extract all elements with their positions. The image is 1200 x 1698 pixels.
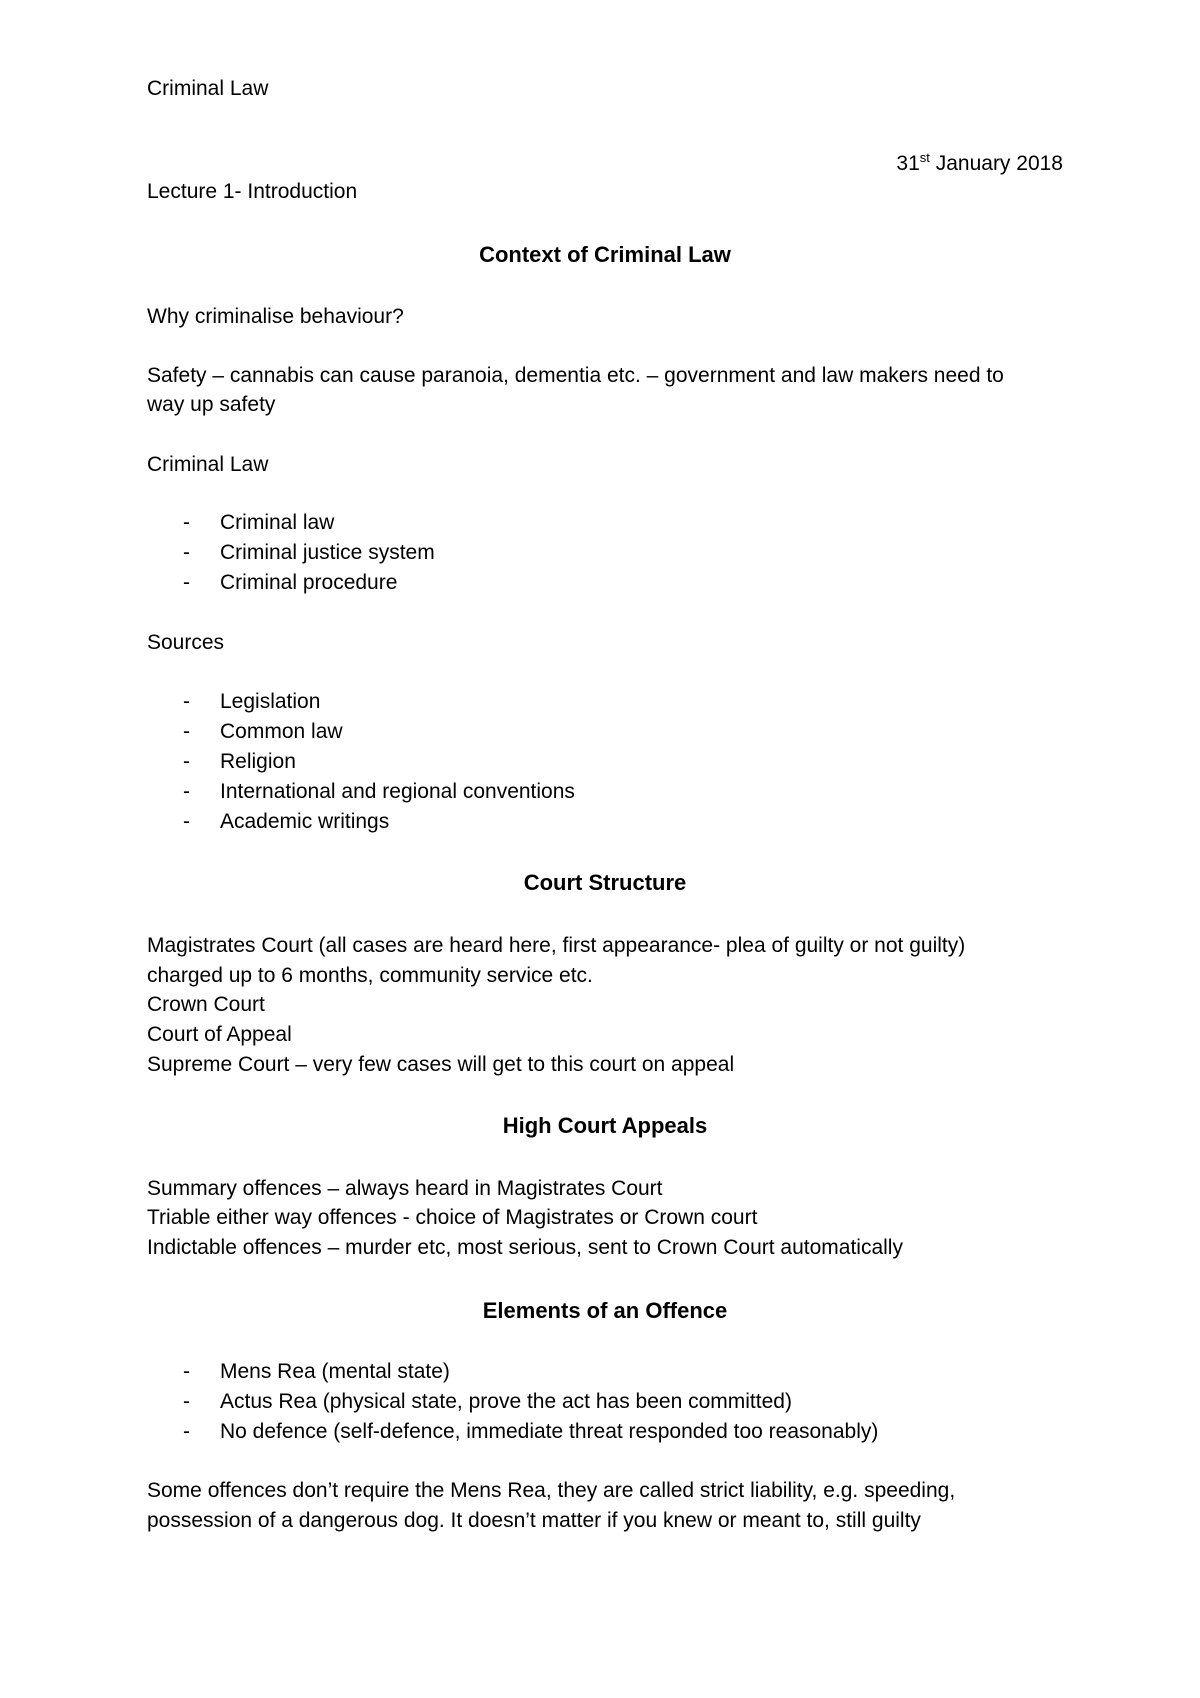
list-item-text: Academic writings xyxy=(220,810,390,833)
list-item-text: Actus Rea (physical state, prove the act has been committed) xyxy=(220,1390,792,1413)
heading-elements-of-offence: Elements of an Offence xyxy=(482,1298,728,1323)
lecture-title: Lecture 1- Introduction xyxy=(147,180,358,203)
date-day: 31 xyxy=(896,152,920,175)
list-item xyxy=(147,717,575,747)
list-item-text: Criminal law xyxy=(220,511,335,534)
list-item-text: Criminal justice system xyxy=(220,541,435,564)
list-item-text: Religion xyxy=(220,750,296,773)
list-item xyxy=(147,538,435,568)
dash-bullet: - xyxy=(183,750,190,773)
dash-bullet: - xyxy=(183,1390,190,1413)
heading-high-court-appeals: High Court Appeals xyxy=(502,1113,708,1138)
list-item-text: Criminal procedure xyxy=(220,571,398,594)
dash-bullet: - xyxy=(183,720,190,743)
dash-bullet: - xyxy=(183,1360,190,1383)
list-item-text: No defence (self-defence, immediate threat responded too reasonably) xyxy=(220,1420,879,1443)
list-item xyxy=(147,747,575,777)
list-item xyxy=(147,777,575,807)
safety-text-line2: way up safety xyxy=(147,393,276,416)
dash-bullet: - xyxy=(183,690,190,713)
heading-court-structure: Court Structure xyxy=(523,870,687,895)
strict-liability-note-line1: Some offences don’t require the Mens Rea, they are called strict liability, e.g. speeding, xyxy=(147,1479,956,1502)
list-item xyxy=(147,687,575,717)
course-title: Criminal Law xyxy=(147,77,269,100)
heading-context: Context of Criminal Law xyxy=(479,242,731,267)
list-item xyxy=(147,568,435,598)
criminal-law-list xyxy=(147,508,435,598)
list-item-text: Legislation xyxy=(220,690,321,713)
list-item xyxy=(147,1417,878,1447)
criminal-law-label: Criminal Law xyxy=(147,453,269,476)
dash-bullet: - xyxy=(183,810,190,833)
strict-liability-note-line2: possession of a dangerous dog. It doesn’t matter if you knew or meant to, still guilty xyxy=(147,1509,921,1532)
list-item-text: Mens Rea (mental state) xyxy=(220,1360,450,1383)
date-suffix: st xyxy=(919,150,930,165)
dash-bullet: - xyxy=(183,1420,190,1443)
list-item xyxy=(147,1357,878,1387)
court-structure-line: Crown Court xyxy=(147,993,265,1016)
court-structure-line: charged up to 6 months, community service etc. xyxy=(147,964,593,987)
list-item-text: International and regional conventions xyxy=(220,780,575,803)
list-item xyxy=(147,508,435,538)
high-court-line: Indictable offences – murder etc, most serious, sent to Crown Court automatically xyxy=(147,1236,903,1259)
lecture-date xyxy=(896,149,1063,178)
list-item xyxy=(147,807,575,837)
court-structure-line: Court of Appeal xyxy=(147,1023,292,1046)
elements-list xyxy=(147,1357,878,1447)
list-item-text: Common law xyxy=(220,720,343,743)
dash-bullet: - xyxy=(183,541,190,564)
safety-text-line1: Safety – cannabis can cause paranoia, dementia etc. – government and law makers need to xyxy=(147,364,1004,387)
question-text: Why criminalise behaviour? xyxy=(147,305,404,328)
court-structure-line: Supreme Court – very few cases will get to this court on appeal xyxy=(147,1053,735,1076)
list-item xyxy=(147,1387,878,1417)
date-rest: January 2018 xyxy=(929,152,1063,175)
dash-bullet: - xyxy=(183,571,190,594)
sources-list xyxy=(147,687,575,837)
sources-label: Sources xyxy=(147,631,225,654)
court-structure-line: Magistrates Court (all cases are heard here, first appearance- plea of guilty or not guilty) xyxy=(147,934,966,957)
dash-bullet: - xyxy=(183,511,190,534)
high-court-line: Summary offences – always heard in Magistrates Court xyxy=(147,1177,663,1200)
high-court-line: Triable either way offences - choice of Magistrates or Crown court xyxy=(147,1206,758,1229)
dash-bullet: - xyxy=(183,780,190,803)
